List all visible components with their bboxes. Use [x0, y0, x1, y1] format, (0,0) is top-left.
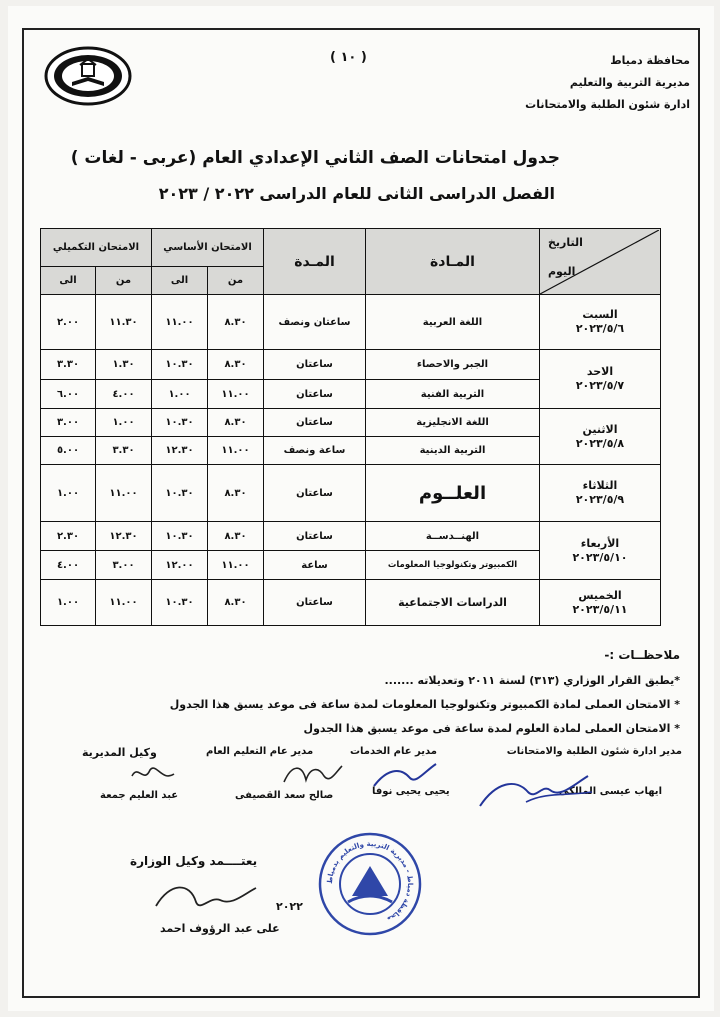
schedule-title: جدول امتحانات الصف الثاني الإعدادي العام (عربى - لغات ): [70, 148, 560, 168]
services-director-signature-icon: [370, 756, 440, 790]
subject-header: المـادة: [366, 229, 540, 295]
main-to-cell: ١٢.٣٠: [152, 437, 208, 465]
main-to-cell: ١٠.٣٠: [152, 350, 208, 380]
subject-cell: التربية الفنية: [366, 380, 540, 409]
main-from-cell: ١١.٠٠: [208, 380, 264, 409]
duration-cell: ساعتان: [264, 522, 366, 551]
deputy-title: وكيل المديرية: [82, 746, 157, 759]
main-from-cell: ٨.٣٠: [208, 350, 264, 380]
day-cell: [540, 465, 661, 522]
exams-director-title: مدير ادارة شئون الطلبة والامتحانات: [506, 746, 682, 757]
date-header: التاريخ: [548, 235, 583, 249]
exams-director-name: ايهاب عيسى المالكى: [558, 786, 662, 797]
duration-header: المـدة: [264, 229, 366, 295]
main-to-header: الى: [152, 267, 208, 295]
exams-director-signature-icon: [476, 762, 596, 812]
makeup-to-cell: ٤.٠٠: [41, 551, 96, 580]
day-name: الاثنين: [582, 422, 618, 436]
main-from-header: من: [208, 267, 264, 295]
day-date: ٢٠٢٣/٥/٩: [575, 493, 625, 506]
ministry-logo-icon: [44, 46, 132, 106]
main-from-cell: ٨.٣٠: [208, 580, 264, 626]
makeup-to-cell: ٣.٣٠: [41, 350, 96, 380]
department-label: ادارة شئون الطلبة والامتحانات: [525, 98, 690, 111]
subject-cell: التربية الدينية: [366, 437, 540, 465]
makeup-from-cell: ١.٠٠: [96, 409, 152, 437]
duration-cell: ساعتان: [264, 350, 366, 380]
main-to-cell: ١.٠٠: [152, 380, 208, 409]
notes-heading: ملاحظــات :-: [604, 648, 680, 662]
subject-cell: اللغة العربية: [366, 295, 540, 350]
table-row: [41, 295, 661, 350]
makeup-to-cell: ٢.٣٠: [41, 522, 96, 551]
day-name: الثلاثاء: [582, 479, 618, 493]
makeup-to-header: الى: [41, 267, 96, 295]
makeup-to-cell: ١.٠٠: [41, 580, 96, 626]
makeup-from-cell: ٣.٣٠: [96, 437, 152, 465]
main-to-cell: ١١.٠٠: [152, 295, 208, 350]
table-row: [41, 465, 661, 522]
day-name: الاحد: [586, 365, 614, 379]
makeup-to-cell: ٦.٠٠: [41, 380, 96, 409]
duration-cell: ساعة ونصف: [264, 437, 366, 465]
day-cell: [540, 350, 661, 409]
makeup-from-cell: ١٢.٣٠: [96, 522, 152, 551]
main-to-cell: ١٢.٠٠: [152, 551, 208, 580]
main-to-cell: ١٠.٣٠: [152, 522, 208, 551]
duration-cell: ساعتان ونصف: [264, 295, 366, 350]
makeup-exam-header: الامتحان التكميلي: [41, 229, 152, 267]
education-director-name: صالح سعد القصيفى: [235, 790, 334, 801]
main-from-cell: ١١.٠٠: [208, 551, 264, 580]
main-from-cell: ٨.٣٠: [208, 295, 264, 350]
table-row: [41, 350, 661, 380]
makeup-to-cell: ١.٠٠: [41, 465, 96, 522]
day-date: ٢٠٢٣/٥/١١: [572, 602, 628, 616]
main-exam-header: الامتحان الأساسي: [152, 229, 264, 267]
day-date: ٢٠٢٣/٥/١٠: [572, 550, 628, 564]
duration-cell: ساعتان: [264, 580, 366, 626]
table-row: [41, 409, 661, 437]
subject-cell: العلــوم: [366, 465, 540, 522]
makeup-from-cell: ١.٣٠: [96, 350, 152, 380]
signature-date: ٢٠٢٢: [276, 900, 303, 913]
makeup-from-cell: ١١.٠٠: [96, 465, 152, 522]
makeup-to-cell: ٥.٠٠: [41, 437, 96, 465]
table-row: [41, 522, 661, 551]
day-date: ٢٠٢٣/٥/٦: [575, 322, 625, 335]
page-number: ( ١٠ ): [330, 50, 367, 65]
duration-cell: ساعتان: [264, 465, 366, 522]
makeup-to-cell: ٣.٠٠: [41, 409, 96, 437]
main-to-cell: ١٠.٣٠: [152, 409, 208, 437]
official-stamp-icon: [318, 832, 422, 936]
note-item: * الامتحان العملى لمادة الكمبيوتر وتكنولوجيا المعلومات لمدة ساعة فى موعد يسبق هذا الجدول: [169, 698, 680, 711]
duration-cell: ساعتان: [264, 380, 366, 409]
minister-deputy-name: على عبد الرؤوف احمد: [160, 922, 280, 935]
day-date: ٢٠٢٣/٥/٧: [575, 379, 625, 392]
approval-label: يعتــــمد وكيل الوزارة: [130, 854, 258, 868]
main-from-cell: ٨.٣٠: [208, 465, 264, 522]
day-date: ٢٠٢٣/٥/٨: [575, 436, 625, 450]
subject-cell: الهنــدســة: [366, 522, 540, 551]
table-row: [41, 580, 661, 626]
minister-deputy-signature-icon: [150, 876, 260, 918]
subject-cell: الدراسات الاجتماعية: [366, 580, 540, 626]
date-day-header: [540, 229, 661, 295]
subject-cell: اللغة الانجليزية: [366, 409, 540, 437]
main-to-cell: ١٠.٣٠: [152, 580, 208, 626]
makeup-to-cell: ٢.٠٠: [41, 295, 96, 350]
education-director-title: مدير عام التعليم العام: [206, 746, 314, 757]
services-director-title: مدير عام الخدمات: [350, 746, 437, 757]
day-cell: [540, 580, 661, 626]
day-cell: [540, 295, 661, 350]
term-title: الفصل الدراسى الثانى للعام الدراسى ٢٠٢٢ / ٢٠٢٣: [158, 184, 555, 203]
stamp-text: محافظة دمياط - مديرية التربية والتعليم بدمياط: [325, 839, 415, 924]
main-from-cell: ١١.٠٠: [208, 437, 264, 465]
day-name: الخميس: [578, 588, 622, 602]
duration-cell: ساعة: [264, 551, 366, 580]
makeup-from-cell: ١١.٠٠: [96, 580, 152, 626]
main-to-cell: ١٠.٣٠: [152, 465, 208, 522]
main-from-cell: ٨.٣٠: [208, 409, 264, 437]
day-name: السبت: [582, 308, 618, 322]
exam-schedule-table: [40, 228, 661, 626]
day-name: الأربعاء: [580, 536, 620, 550]
day-header: اليوم: [548, 264, 576, 278]
governorate-label: محافظة دمياط: [610, 54, 690, 67]
subject-cell: الجبر والاحصاء: [366, 350, 540, 380]
makeup-from-cell: ١١.٣٠: [96, 295, 152, 350]
deputy-name: عبد العليم جمعة: [100, 790, 179, 801]
deputy-signature-icon: [128, 760, 178, 788]
directorate-label: مديرية التربية والتعليم: [569, 76, 690, 89]
makeup-from-cell: ٤.٠٠: [96, 380, 152, 409]
note-item: *يطبق القرار الوزاري (٣١٣) لسنة ٢٠١١ وتعديلاته .......: [384, 674, 680, 687]
note-item: * الامتحان العملى لمادة العلوم لمدة ساعة فى موعد يسبق هذا الجدول: [303, 722, 680, 735]
main-from-cell: ٨.٣٠: [208, 522, 264, 551]
services-director-name: يحيى يحيى نوفا: [372, 786, 450, 797]
subject-cell: الكمبيوتر وتكنولوجيا المعلومات: [366, 551, 540, 580]
makeup-from-cell: ٣.٠٠: [96, 551, 152, 580]
duration-cell: ساعتان: [264, 409, 366, 437]
day-cell: [540, 409, 661, 465]
makeup-from-header: من: [96, 267, 152, 295]
day-cell: [540, 522, 661, 580]
education-director-signature-icon: [278, 756, 348, 790]
